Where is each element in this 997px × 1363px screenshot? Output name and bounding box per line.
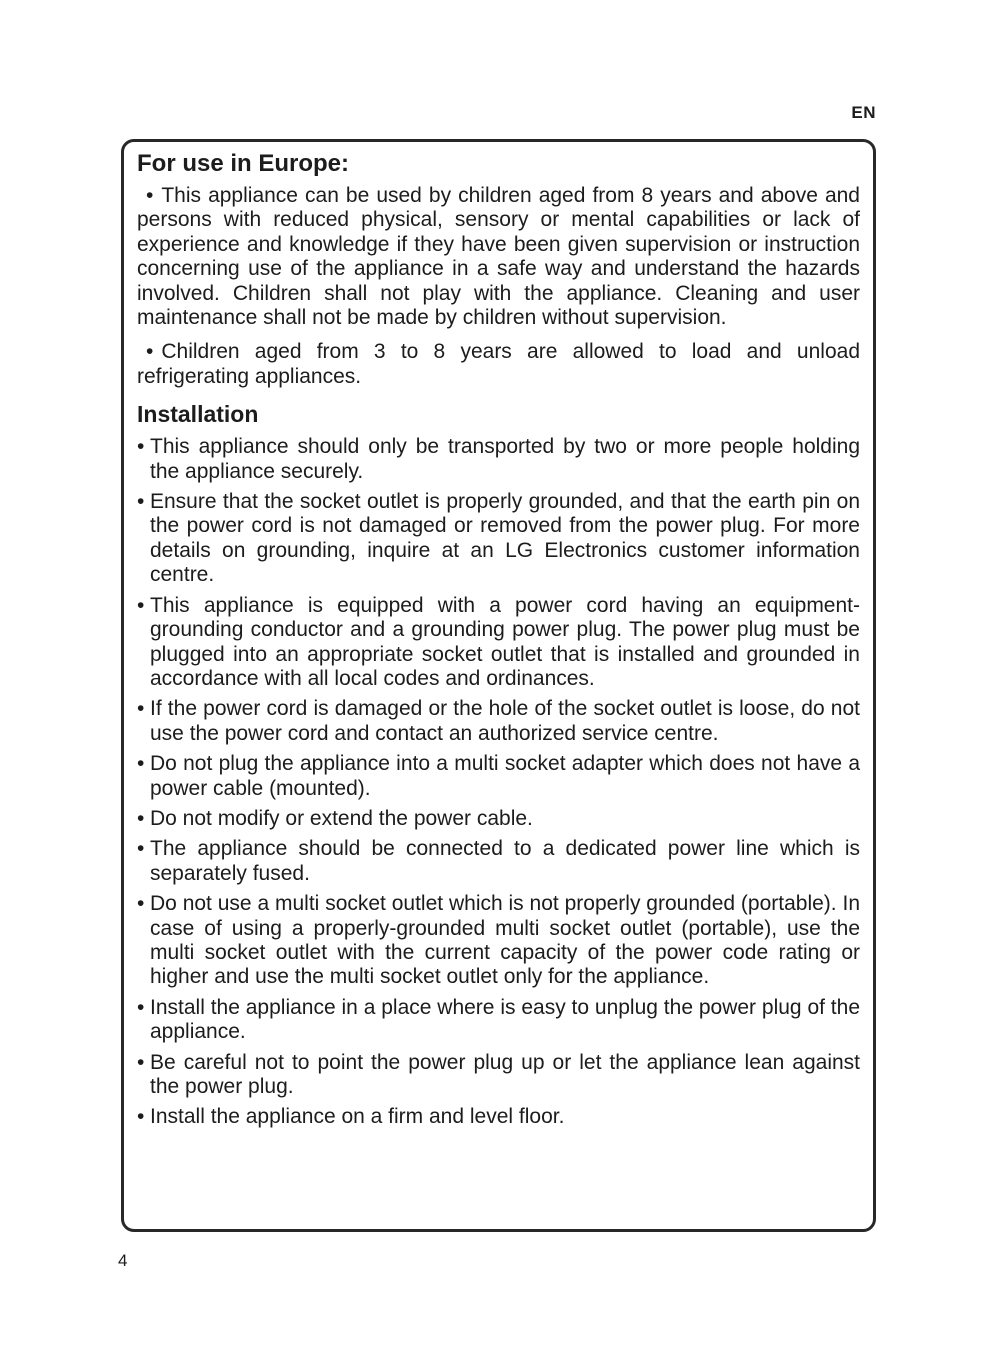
- list-item-text: This appliance should only be transported by two or more people holding the appliance securely.: [150, 435, 860, 483]
- list-item-text: If the power cord is damaged or the hole of the socket outlet is loose, do not use the power cord and contact an authorized service centre.: [150, 697, 860, 745]
- bullet-icon: •: [137, 1050, 145, 1074]
- list-item-text: Do not modify or extend the power cable.: [150, 806, 533, 830]
- list-item: [137, 184, 860, 330]
- list-item: [137, 752, 860, 801]
- bullet-icon: •: [137, 806, 145, 830]
- list-item-text: Do not use a multi socket outlet which is not properly grounded (portable). In case of using a properly-grounded multi socket outlet (portable), use the multi socket outlet with the current capacity of the power code rating or higher and use the multi socket outlet only for the appliance.: [150, 892, 860, 989]
- section-title-installation: Installation: [137, 401, 259, 428]
- list-item: [137, 996, 860, 1045]
- bullet-icon: •: [146, 184, 154, 207]
- section-title-for-use-in-europe: For use in Europe:: [137, 150, 350, 177]
- list-item-text: Children aged from 3 to 8 years are allowed to load and unload refrigerating appliances.: [137, 340, 860, 388]
- list-item-text: This appliance can be used by children aged from 8 years and above and persons with reduced physical, sensory or mental capabilities or lack of experience and knowledge if they have been given supervision or instruction concerning use of the appliance in a safe way and understand the hazards involved. Children shall not play with the appliance. Cleaning and user maintenance shall not be made by children without supervision.: [137, 184, 860, 330]
- list-item: [137, 1105, 860, 1129]
- bullet-icon: •: [137, 435, 145, 459]
- list-item: [137, 697, 860, 746]
- list-item: [137, 435, 860, 484]
- list-item-text: Do not plug the appliance into a multi socket adapter which does not have a power cable (mounted).: [150, 752, 860, 800]
- bullet-icon: •: [137, 752, 145, 776]
- list-item: [137, 892, 860, 990]
- list-item: [137, 807, 860, 831]
- bullet-icon: •: [137, 892, 145, 916]
- list-item-text: Be careful not to point the power plug up or let the appliance lean against the power plug.: [150, 1050, 860, 1098]
- bullet-icon: •: [137, 490, 145, 514]
- list-item-text: This appliance is equipped with a power cord having an equipment-grounding conductor and a grounding power plug. The power plug must be plugged into an appropriate socket outlet that is installed and grounded in accordance with all local codes and ordinances.: [150, 593, 860, 690]
- bullet-icon: •: [137, 593, 145, 617]
- list-item-text: The appliance should be connected to a dedicated power line which is separately fused.: [150, 837, 860, 885]
- bullet-icon: •: [137, 995, 145, 1019]
- language-label: EN: [851, 103, 876, 122]
- safety-content-border-box: [121, 139, 876, 1232]
- list-item: [137, 594, 860, 692]
- page-number: 4: [118, 1251, 128, 1270]
- list-item-text: Ensure that the socket outlet is properly grounded, and that the earth pin on the power cord is not damaged or removed from the power plug. For more details on grounding, inquire at an LG Electronics customer information centre.: [150, 490, 860, 587]
- list-item-text: Install the appliance on a firm and level floor.: [150, 1105, 565, 1129]
- list-item: [137, 837, 860, 886]
- list-item: [137, 490, 860, 588]
- bullet-icon: •: [137, 697, 145, 721]
- list-item: [137, 1051, 860, 1100]
- bullet-icon: •: [137, 837, 145, 861]
- bullet-icon: •: [146, 340, 154, 364]
- list-item-text: Install the appliance in a place where is easy to unplug the power plug of the appliance.: [150, 995, 860, 1044]
- list-item: [137, 340, 860, 389]
- bullet-icon: •: [137, 1105, 145, 1129]
